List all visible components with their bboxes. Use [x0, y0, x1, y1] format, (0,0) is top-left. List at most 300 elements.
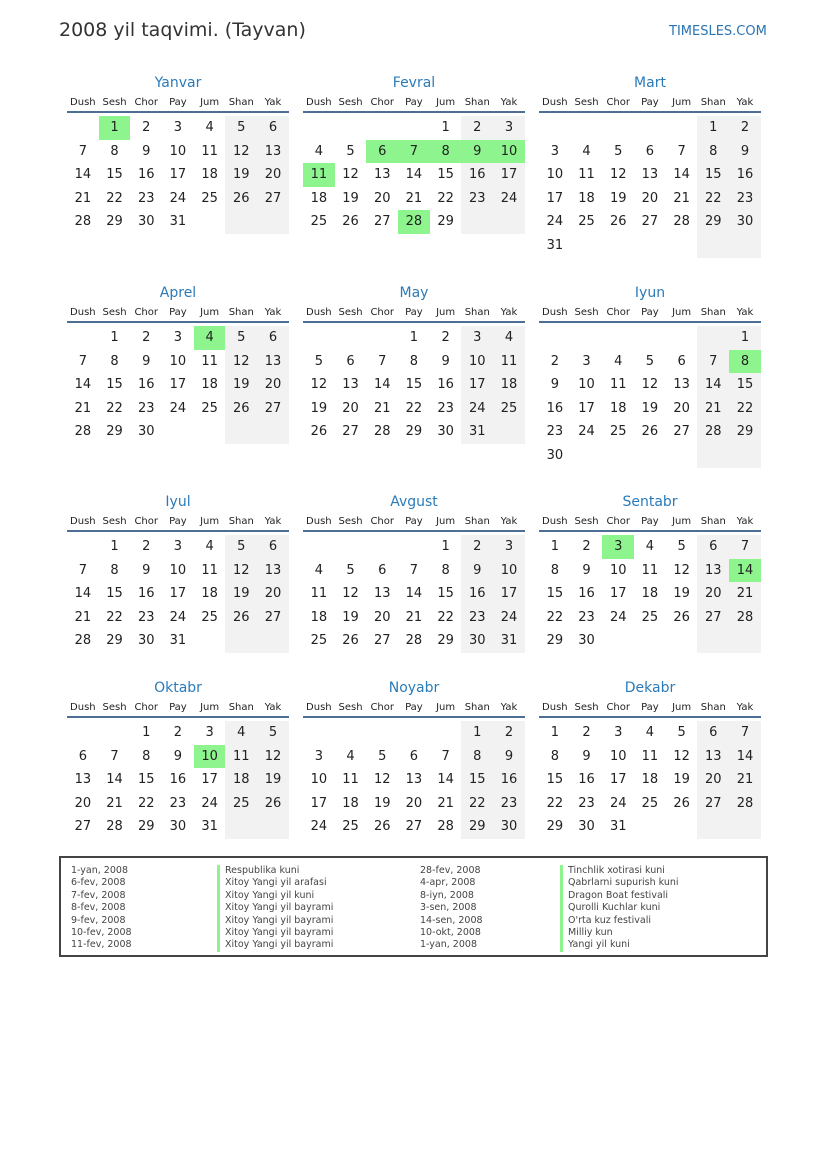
- day-cell: 1: [550, 539, 559, 554]
- day-cell: 27: [405, 819, 423, 835]
- day-cell: 23: [437, 400, 454, 416]
- weekday-label: Pay: [641, 702, 659, 713]
- day-cell: 30: [493, 815, 525, 839]
- day-cell: 28: [729, 606, 761, 630]
- weekday-label: Pay: [169, 702, 187, 713]
- weekday-label: Chor: [606, 516, 630, 527]
- day-cell: 6: [409, 748, 419, 764]
- day-cell: 4: [205, 120, 214, 135]
- month-mart: [539, 73, 761, 258]
- weekday-label: Jum: [200, 307, 220, 318]
- empty-day-cell: [602, 629, 634, 653]
- week-row: [303, 373, 525, 397]
- day-cell: 18: [493, 373, 525, 397]
- day-cell: 29: [729, 420, 761, 444]
- day-cell: 24: [578, 424, 595, 440]
- day-cell: 26: [310, 424, 328, 440]
- day-cell: 5: [614, 143, 623, 159]
- week-row: [539, 187, 761, 211]
- day-cell: 13: [257, 350, 289, 374]
- day-cell: 13: [673, 377, 690, 393]
- day-cell: 17: [578, 400, 595, 416]
- day-cell: 9: [142, 143, 151, 159]
- empty-day-cell: [602, 326, 634, 350]
- week-row: [303, 210, 525, 234]
- day-cell: 20: [373, 609, 391, 625]
- day-cell: 12: [373, 772, 391, 788]
- weekday-label: Sesh: [338, 516, 363, 527]
- day-cell: 21: [373, 400, 391, 416]
- day-cell: 29: [461, 815, 493, 839]
- day-cell: 16: [578, 772, 595, 788]
- day-cell: 22: [106, 400, 123, 416]
- day-cell: 17: [169, 586, 187, 602]
- holiday-day-cell: 9: [461, 140, 493, 164]
- day-cell: 7: [697, 350, 729, 374]
- month-name: Oktabr: [154, 680, 202, 696]
- day-cell: 11: [310, 586, 328, 602]
- day-cell: 2: [173, 725, 183, 740]
- day-cell: 5: [645, 353, 655, 369]
- day-cell: 27: [74, 819, 92, 835]
- week-row: [539, 210, 761, 234]
- day-cell: 18: [225, 768, 257, 792]
- day-cell: 4: [314, 562, 323, 578]
- week-row: [539, 535, 761, 559]
- day-cell: 16: [461, 163, 493, 187]
- day-cell: 14: [437, 772, 454, 788]
- week-row: [67, 350, 289, 374]
- day-cell: 14: [697, 373, 729, 397]
- week-row: [303, 163, 525, 187]
- weekday-label: Sesh: [338, 97, 363, 108]
- day-cell: 22: [697, 187, 729, 211]
- empty-day-cell: [225, 629, 257, 653]
- day-cell: 15: [437, 586, 454, 602]
- empty-day-cell: [602, 116, 634, 140]
- day-cell: 13: [641, 167, 659, 183]
- day-cell: 25: [578, 214, 595, 230]
- week-row: [303, 140, 525, 164]
- day-cell: 30: [546, 447, 564, 463]
- holiday-day-cell: 1: [99, 116, 131, 140]
- week-row: [539, 420, 761, 444]
- day-cell: 27: [697, 606, 729, 630]
- empty-day-cell: [430, 721, 462, 745]
- weekday-label: Chor: [606, 307, 630, 318]
- day-cell: 25: [201, 190, 218, 206]
- empty-day-cell: [697, 815, 729, 839]
- day-cell: 5: [346, 562, 355, 578]
- weekday-header: [539, 303, 761, 323]
- day-cell: 7: [110, 748, 119, 764]
- empty-day-cell: [257, 815, 289, 839]
- empty-day-cell: [697, 629, 729, 653]
- holiday-day-cell: 8: [430, 140, 462, 164]
- day-cell: 29: [405, 424, 423, 440]
- empty-day-cell: [461, 210, 493, 234]
- empty-day-cell: [493, 420, 525, 444]
- day-cell: 13: [697, 745, 729, 769]
- day-cell: 2: [582, 725, 591, 740]
- weekday-label: Sesh: [338, 307, 363, 318]
- empty-day-cell: [602, 234, 634, 258]
- empty-day-cell: [67, 535, 99, 559]
- empty-day-cell: [571, 444, 603, 468]
- empty-day-cell: [634, 326, 666, 350]
- weekday-label: Pay: [405, 702, 423, 713]
- day-cell: 19: [225, 163, 257, 187]
- day-cell: 13: [405, 772, 423, 788]
- week-row: [303, 815, 525, 839]
- holiday-day-cell: 8: [729, 350, 761, 374]
- weekday-header: [67, 512, 289, 532]
- day-cell: 23: [461, 187, 493, 211]
- day-cell: 23: [169, 795, 187, 811]
- day-cell: 5: [225, 116, 257, 140]
- empty-day-cell: [162, 420, 194, 444]
- day-cell: 29: [437, 633, 454, 649]
- week-row: [539, 606, 761, 630]
- day-cell: 12: [342, 167, 359, 183]
- weekday-header: [303, 93, 525, 113]
- month-yanvar: [67, 73, 289, 234]
- day-cell: 29: [137, 819, 155, 835]
- week-row: [539, 721, 761, 745]
- day-cell: 6: [346, 353, 355, 369]
- month-name: Iyul: [165, 494, 191, 510]
- day-cell: 14: [729, 745, 761, 769]
- day-cell: 7: [729, 721, 761, 745]
- legend-entry: 3-sen, 2008: [420, 902, 477, 914]
- weekday-label: Shan: [228, 97, 254, 108]
- month-avgust: [303, 492, 525, 653]
- weekday-label: Yak: [736, 516, 754, 527]
- day-cell: 24: [461, 397, 493, 421]
- empty-day-cell: [67, 116, 99, 140]
- weekday-label: Sesh: [338, 702, 363, 713]
- weekday-label: Shan: [464, 307, 490, 318]
- empty-day-cell: [335, 535, 367, 559]
- day-cell: 9: [582, 748, 591, 764]
- day-cell: 23: [461, 606, 493, 630]
- day-cell: 15: [106, 167, 123, 183]
- day-cell: 9: [173, 748, 183, 764]
- month-sentabr: [539, 492, 761, 653]
- legend-entry: Qurolli Kuchlar kuni: [560, 902, 679, 914]
- weekday-label: Dush: [306, 516, 332, 527]
- day-cell: 24: [201, 795, 218, 811]
- day-cell: 13: [74, 772, 92, 788]
- day-cell: 4: [225, 721, 257, 745]
- weekday-header: [539, 512, 761, 532]
- day-cell: 15: [546, 586, 564, 602]
- site-link[interactable]: TIMESLES.COM: [669, 24, 767, 39]
- week-row: [67, 187, 289, 211]
- day-cell: 7: [409, 562, 419, 578]
- day-cell: 6: [257, 326, 289, 350]
- day-cell: 11: [342, 772, 359, 788]
- day-cell: 27: [257, 397, 289, 421]
- day-cell: 14: [405, 586, 423, 602]
- day-cell: 11: [578, 167, 595, 183]
- day-cell: 6: [645, 143, 655, 159]
- legend-entry: Xitoy Yangi yil bayrami: [217, 927, 333, 939]
- day-cell: 26: [225, 397, 257, 421]
- day-cell: 15: [697, 163, 729, 187]
- week-row: [539, 559, 761, 583]
- day-cell: 4: [645, 539, 655, 554]
- day-cell: 5: [346, 143, 355, 159]
- empty-day-cell: [729, 629, 761, 653]
- day-cell: 6: [378, 562, 387, 578]
- day-cell: 21: [74, 609, 92, 625]
- legend-entry: 14-sen, 2008: [420, 914, 483, 926]
- weekday-label: Pay: [641, 97, 659, 108]
- day-cell: 11: [201, 562, 218, 578]
- weekday-label: Yak: [736, 97, 754, 108]
- day-cell: 21: [729, 768, 761, 792]
- weekday-label: Pay: [641, 516, 659, 527]
- day-cell: 10: [169, 353, 187, 369]
- day-cell: 29: [437, 214, 454, 230]
- weekday-label: Dush: [306, 702, 332, 713]
- week-row: [539, 373, 761, 397]
- day-cell: 8: [110, 353, 119, 369]
- empty-day-cell: [67, 721, 99, 745]
- day-cell: 3: [205, 725, 214, 740]
- week-row: [67, 606, 289, 630]
- week-row: [67, 116, 289, 140]
- weekday-label: Shan: [464, 702, 490, 713]
- legend-entry: Xitoy Yangi yil bayrami: [217, 939, 333, 951]
- day-cell: 26: [673, 795, 690, 811]
- day-cell: 22: [405, 400, 423, 416]
- day-cell: 14: [673, 167, 690, 183]
- day-cell: 4: [645, 725, 655, 740]
- weekday-label: Shan: [228, 307, 254, 318]
- day-cell: 30: [461, 629, 493, 653]
- weekday-label: Sesh: [102, 702, 127, 713]
- day-cell: 26: [225, 187, 257, 211]
- day-cell: 19: [673, 772, 690, 788]
- empty-day-cell: [697, 326, 729, 350]
- day-cell: 1: [461, 721, 493, 745]
- weekday-label: Jum: [672, 97, 692, 108]
- day-cell: 22: [106, 190, 123, 206]
- empty-day-cell: [602, 444, 634, 468]
- page-title: 2008 yil taqvimi. (Tayvan): [59, 19, 306, 41]
- day-cell: 2: [142, 330, 151, 345]
- week-row: [539, 116, 761, 140]
- empty-day-cell: [366, 116, 398, 140]
- weekday-label: Shan: [464, 97, 490, 108]
- week-row: [67, 745, 289, 769]
- day-cell: 9: [582, 562, 591, 578]
- day-cell: 23: [578, 795, 595, 811]
- day-cell: 30: [137, 633, 155, 649]
- empty-day-cell: [634, 444, 666, 468]
- weekday-label: Jum: [436, 702, 456, 713]
- day-cell: 15: [106, 377, 123, 393]
- day-cell: 9: [441, 353, 450, 369]
- day-cell: 19: [342, 609, 359, 625]
- empty-day-cell: [398, 116, 430, 140]
- month-name: Yanvar: [154, 75, 202, 91]
- legend-entry: 1-yan, 2008: [71, 865, 128, 876]
- month-fevral: [303, 73, 525, 234]
- day-cell: 27: [257, 606, 289, 630]
- day-cell: 12: [609, 167, 627, 183]
- legend-entry: Xitoy Yangi yil kuni: [217, 890, 333, 902]
- day-cell: 20: [257, 373, 289, 397]
- day-cell: 3: [550, 143, 559, 159]
- day-cell: 31: [169, 633, 187, 649]
- weekday-header: [303, 303, 525, 323]
- day-cell: 6: [257, 535, 289, 559]
- day-cell: 21: [437, 795, 454, 811]
- weekday-label: Jum: [200, 516, 220, 527]
- month-iyun: [539, 283, 761, 468]
- day-cell: 18: [310, 609, 328, 625]
- weekday-label: Yak: [736, 307, 754, 318]
- legend-entry: Qabrlarni supurish kuni: [560, 877, 679, 889]
- day-cell: 31: [461, 420, 493, 444]
- day-cell: 24: [546, 214, 564, 230]
- weekday-header: [67, 303, 289, 323]
- weekday-header: [539, 93, 761, 113]
- weekday-label: Dush: [70, 97, 96, 108]
- day-cell: 28: [74, 633, 92, 649]
- day-cell: 11: [641, 748, 659, 764]
- weekday-label: Sesh: [574, 97, 599, 108]
- day-cell: 3: [582, 353, 591, 369]
- day-cell: 9: [461, 559, 493, 583]
- weekday-label: Shan: [700, 702, 726, 713]
- week-row: [539, 768, 761, 792]
- month-dekabr: [539, 678, 761, 839]
- empty-day-cell: [634, 815, 666, 839]
- empty-day-cell: [194, 629, 226, 653]
- weekday-header: [67, 698, 289, 718]
- empty-day-cell: [666, 444, 698, 468]
- weekday-label: Dush: [542, 97, 568, 108]
- empty-day-cell: [366, 326, 398, 350]
- day-cell: 18: [641, 772, 659, 788]
- day-cell: 16: [137, 377, 155, 393]
- day-cell: 20: [697, 582, 729, 606]
- day-cell: 6: [78, 748, 87, 764]
- holiday-day-cell: 10: [493, 140, 525, 164]
- day-cell: 19: [257, 768, 289, 792]
- weekday-label: Shan: [228, 702, 254, 713]
- day-cell: 22: [137, 795, 155, 811]
- day-cell: 8: [461, 745, 493, 769]
- day-cell: 8: [550, 748, 559, 764]
- day-cell: 18: [310, 190, 328, 206]
- day-cell: 29: [546, 819, 564, 835]
- day-cell: 10: [169, 143, 187, 159]
- weekday-label: Chor: [370, 97, 394, 108]
- empty-day-cell: [99, 721, 131, 745]
- day-cell: 16: [137, 167, 155, 183]
- week-row: [67, 629, 289, 653]
- empty-day-cell: [335, 326, 367, 350]
- weekday-label: Pay: [641, 307, 659, 318]
- week-row: [67, 582, 289, 606]
- legend-entry: 4-apr, 2008: [420, 877, 476, 889]
- day-cell: 25: [310, 214, 328, 230]
- day-cell: 1: [142, 725, 151, 740]
- day-cell: 5: [677, 725, 686, 740]
- day-cell: 16: [169, 772, 187, 788]
- day-cell: 30: [137, 214, 155, 230]
- day-cell: 28: [74, 214, 92, 230]
- week-row: [67, 721, 289, 745]
- empty-day-cell: [303, 326, 335, 350]
- weekday-label: Pay: [405, 516, 423, 527]
- week-row: [67, 210, 289, 234]
- day-cell: 8: [441, 562, 450, 578]
- weekday-label: Yak: [736, 702, 754, 713]
- day-cell: 3: [614, 725, 623, 740]
- day-cell: 23: [137, 609, 155, 625]
- day-cell: 10: [493, 559, 525, 583]
- day-cell: 26: [342, 633, 359, 649]
- empty-day-cell: [366, 535, 398, 559]
- month-name: Mart: [634, 75, 666, 91]
- day-cell: 19: [225, 373, 257, 397]
- weekday-label: Sesh: [102, 307, 127, 318]
- week-row: [67, 326, 289, 350]
- empty-day-cell: [634, 234, 666, 258]
- month-name: Aprel: [159, 285, 197, 301]
- day-cell: 9: [729, 140, 761, 164]
- day-cell: 12: [673, 748, 690, 764]
- week-row: [303, 792, 525, 816]
- week-row: [539, 745, 761, 769]
- day-cell: 31: [201, 819, 218, 835]
- week-row: [303, 535, 525, 559]
- week-row: [67, 420, 289, 444]
- day-cell: 12: [641, 377, 659, 393]
- day-cell: 23: [578, 609, 595, 625]
- day-cell: 29: [106, 424, 123, 440]
- day-cell: 13: [257, 559, 289, 583]
- empty-day-cell: [303, 535, 335, 559]
- weekday-label: Dush: [306, 307, 332, 318]
- week-row: [303, 745, 525, 769]
- empty-day-cell: [666, 815, 698, 839]
- day-cell: 30: [437, 424, 454, 440]
- day-cell: 10: [578, 377, 595, 393]
- day-cell: 11: [641, 562, 659, 578]
- day-cell: 9: [493, 745, 525, 769]
- day-cell: 22: [546, 795, 564, 811]
- legend-names-2: [560, 865, 679, 952]
- day-cell: 15: [729, 373, 761, 397]
- week-row: [539, 629, 761, 653]
- day-cell: 14: [74, 167, 92, 183]
- day-cell: 25: [641, 795, 659, 811]
- empty-day-cell: [539, 116, 571, 140]
- empty-day-cell: [729, 815, 761, 839]
- day-cell: 11: [609, 377, 627, 393]
- empty-day-cell: [303, 116, 335, 140]
- day-cell: 1: [729, 326, 761, 350]
- day-cell: 25: [641, 609, 659, 625]
- weekday-label: Chor: [370, 702, 394, 713]
